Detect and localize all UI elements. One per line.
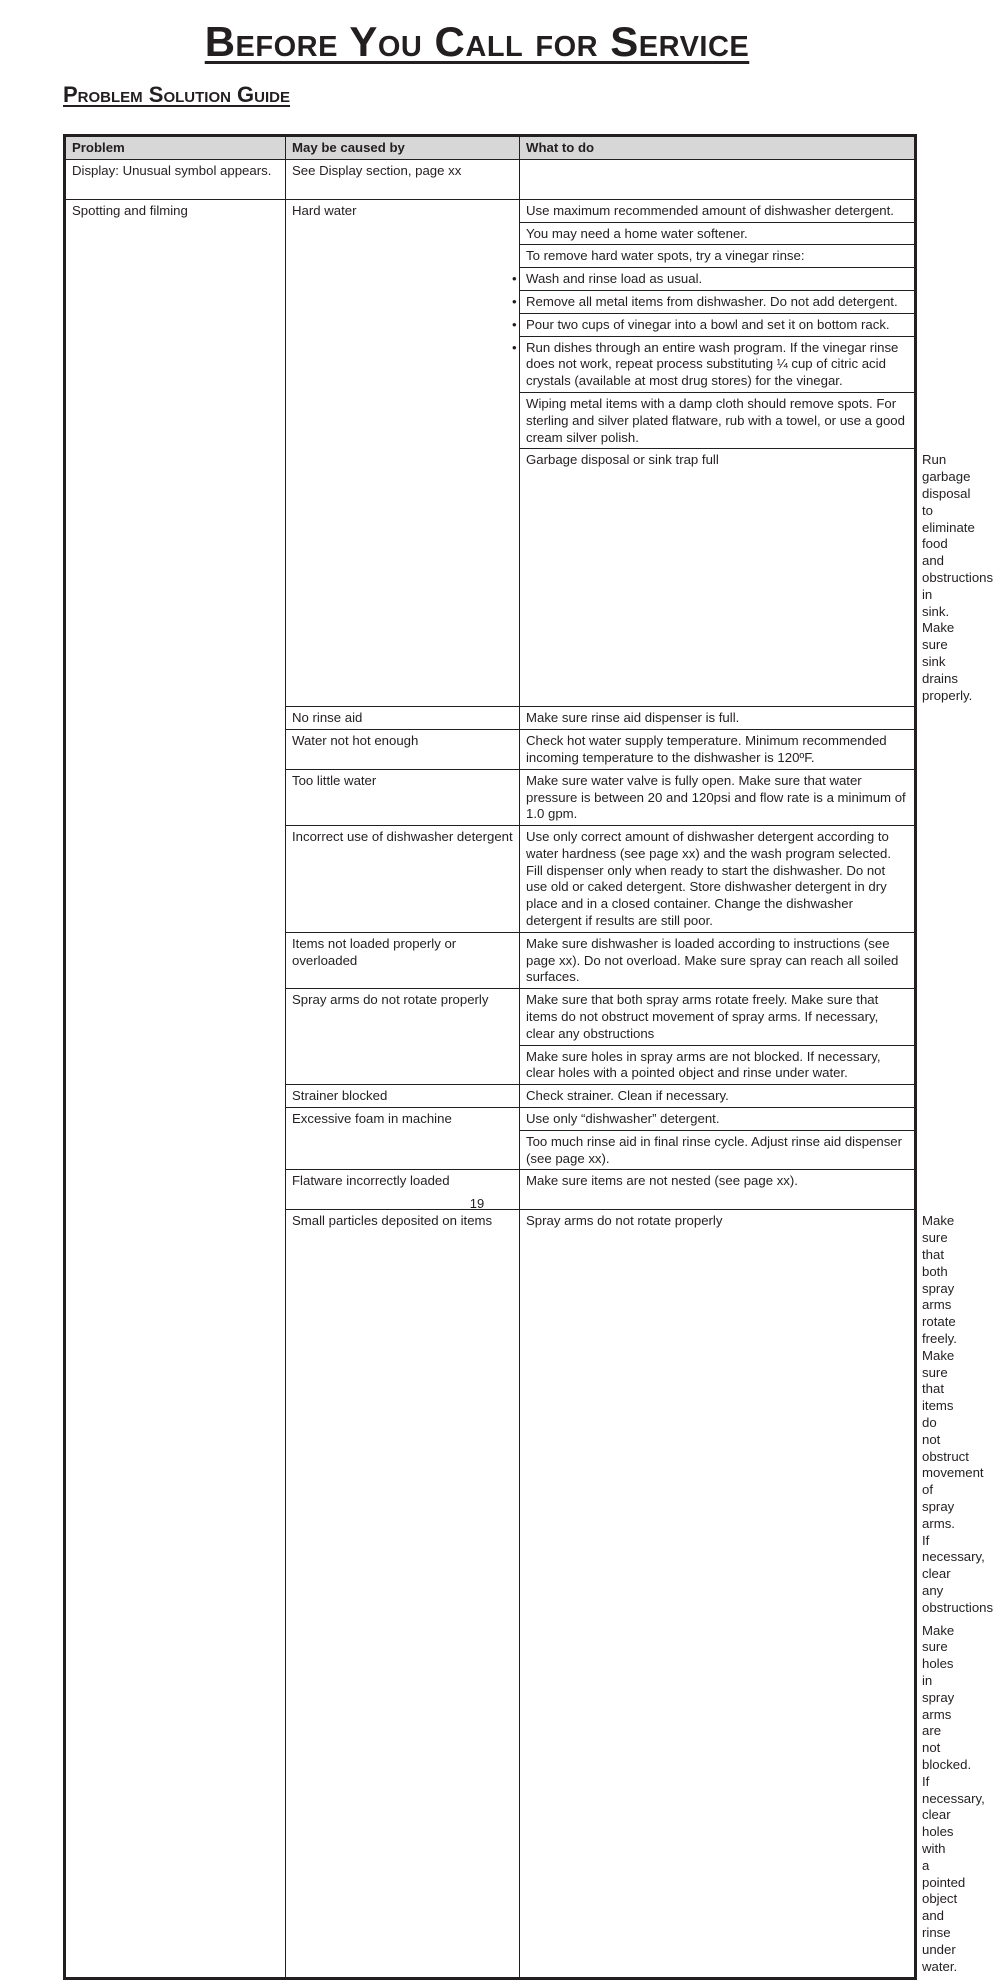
cause-cell: See Display section, page xx <box>286 159 520 199</box>
section-subtitle: Problem Solution Guide <box>63 82 291 107</box>
header-cause: May be caused by <box>286 136 520 160</box>
solution-cell: Use only “dishwasher” detergent. <box>520 1108 916 1131</box>
solution-cell: Make sure that both spray arms rotate freely. Make sure that items do not obstruct movement of spray arms. If necessary, clear any obstructions <box>520 989 916 1045</box>
cause-cell: Flatware incorrectly loaded <box>286 1170 520 1210</box>
solution-cell: Make sure dishwasher is loaded according to instructions (see page xx). Do not overload. Make sure spray can reach all soiled surfaces. <box>520 932 916 988</box>
solution-cell: Make sure items are not nested (see page xx). <box>520 1170 916 1210</box>
bullet: • <box>512 293 517 309</box>
page-number: 19 <box>469 1196 485 1211</box>
solution-cell: Wiping metal items with a damp cloth should remove spots. For sterling and silver plated flatware, rub with a towel, or use a good cream silver polish. <box>520 392 916 448</box>
bullet: • <box>512 339 517 355</box>
vinegar-step <box>512 290 916 313</box>
cause-cell: Water not hot enough <box>286 730 520 770</box>
problem-cell: Display: Unusual symbol appears. <box>65 159 286 199</box>
cause-cell: Spray arms do not rotate properly <box>286 989 520 1085</box>
vinegar-step-text: Remove all metal items from dishwasher. Do not add detergent. <box>526 293 898 309</box>
solution-cell: Use only correct amount of dishwasher detergent according to water hardness (see page xx) and the wash program selected. Fill dispenser only when ready to start the dishwasher. Do not use old or caked detergent. Store dishwasher detergent in dry place and in a closed container. Change the dishwasher detergent if results are still poor. <box>520 826 916 933</box>
problem-cell: Spotting and filming <box>65 199 286 1979</box>
cause-cell: No rinse aid <box>286 707 520 730</box>
table-row <box>65 159 916 199</box>
table-row <box>65 199 916 222</box>
cause-cell: Excessive foam in machine <box>286 1108 520 1170</box>
vinegar-step-text: Run dishes through an entire wash program. If the vinegar rinse does not work, repeat process substituting ¼ cup of citric acid crystals (available at most drug stores) for the vinegar. <box>526 339 899 389</box>
page-title: Before You Call for Service <box>204 18 750 65</box>
solution-cell: You may need a home water softener. <box>520 222 916 245</box>
table-header-row <box>65 136 916 160</box>
vinegar-step-text: Wash and rinse load as usual. <box>526 271 703 287</box>
solution-cell: Make sure water valve is fully open. Make sure that water pressure is between 20 and 120psi and flow rate is a minimum of 1.0 gpm. <box>520 769 916 825</box>
table-row: Small particles deposited on items Spray arms do not rotate properly Make sure that both spray arms rotate freely. Make sure that items do not obstruct movement of spray arms. If necessary, clear any obstructions <box>65 1210 916 1619</box>
header-problem: Problem <box>65 136 286 160</box>
cause-cell: Strainer blocked <box>286 1085 520 1108</box>
problem-solution-table <box>63 134 993 1980</box>
cause-cell: Items not loaded properly or overloaded <box>286 932 520 988</box>
solution-cell: Check strainer. Clean if necessary. <box>520 1085 916 1108</box>
cause-cell: Incorrect use of dishwasher detergent <box>286 826 520 933</box>
vinegar-step-text: Pour two cups of vinegar into a bowl and set it on bottom rack. <box>526 316 890 332</box>
table-row: Make sure holes in spray arms are not blocked. If necessary, clear holes with a pointed object and rinse under water. <box>922 1622 985 1974</box>
vinegar-step <box>512 336 916 392</box>
cause-cell: Spray arms do not rotate properly <box>520 1210 916 1979</box>
solution-cell: Too much rinse aid in final rinse cycle. Adjust rinse aid dispenser (see page xx). <box>520 1130 916 1170</box>
solution-cell: Make sure holes in spray arms are not blocked. If necessary, clear holes with a pointed object and rinse under water. <box>520 1045 916 1085</box>
table-row: Garbage disposal or sink trap full Run garbage disposal to eliminate food and obstructions in sink. Make sure sink drains properly. <box>65 449 916 707</box>
vinegar-step <box>512 313 916 336</box>
solution-cell <box>520 159 916 199</box>
problem-cell: Small particles deposited on items <box>286 1210 520 1979</box>
vinegar-step <box>512 268 916 291</box>
cause-cell: Too little water <box>286 769 520 825</box>
vinegar-intro: To remove hard water spots, try a vinegar rinse: <box>520 245 916 268</box>
solution-cell: Use maximum recommended amount of dishwasher detergent. <box>520 199 916 222</box>
cause-cell: Garbage disposal or sink trap full <box>520 449 916 707</box>
solution-cell: Check hot water supply temperature. Minimum recommended incoming temperature to the dishwasher is 120ºF. <box>520 730 916 770</box>
bullet: • <box>512 271 517 287</box>
solution-cell: Make sure rinse aid dispenser is full. <box>520 707 916 730</box>
bullet: • <box>512 316 517 332</box>
cause-cell: Hard water <box>286 199 520 707</box>
header-solution: What to do <box>520 136 916 160</box>
